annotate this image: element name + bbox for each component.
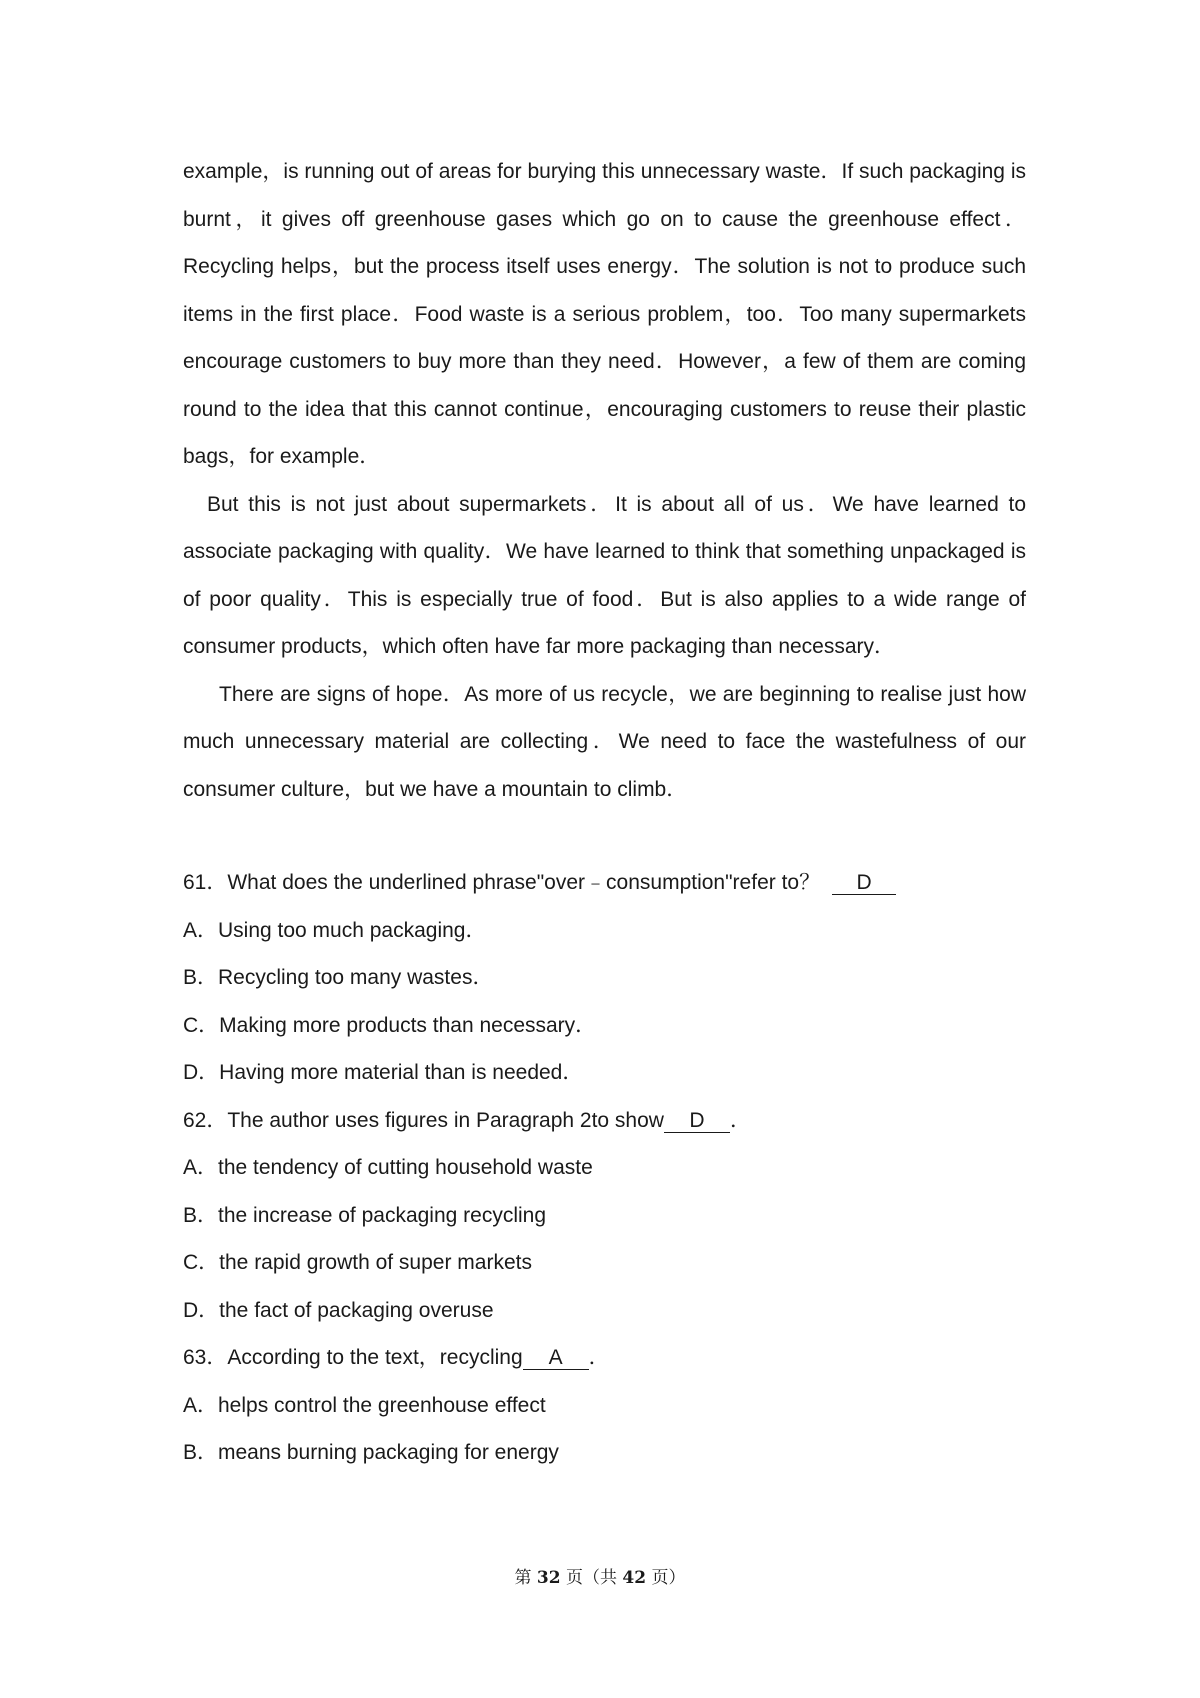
question-stem (183, 1097, 1026, 1145)
option-a: A．helps control the greenhouse effect (183, 1393, 546, 1417)
option-d: D．Having more material than is needed． (183, 1061, 584, 1084)
footer-prefix: 第 (514, 1568, 532, 1588)
question-stem-text: 62．The author uses figures in Paragraph 2to show (183, 1108, 664, 1132)
question-stem (183, 1334, 1026, 1382)
question-stem (183, 859, 1026, 907)
passage-paragraph-3: There are signs of hope．As more of us recycle，we are beginning to realise just how much unnecessary material are collecting．We need to face the wastefulness of our consumer culture，but we have a mountain to climb． (183, 682, 1026, 801)
answer-blank: D (664, 1110, 730, 1133)
question-stem-text: 63．According to the text，recycling (183, 1346, 523, 1369)
answer-blank: D (832, 872, 896, 895)
question-62 (183, 1097, 1026, 1335)
option-c: C．Making more products than necessary． (183, 1013, 597, 1037)
question-61 (183, 859, 1026, 1097)
option-b: B．Recycling too many wastes． (183, 966, 494, 989)
page-content (183, 148, 1026, 1477)
passage-paragraph-1: example，is running out of areas for burying this unnecessary waste．If such packaging is burnt，it gives off greenhouse gases which go on to cause the greenhouse effect．Recycling helps，but the process itself uses energy．The solution is not to produce such items in the first place．Food waste is a serious problem，too．Too many supermarkets encourage customers to buy more than they need．However，a few of them are coming round to the idea that this cannot continue，encouraging customers to reuse their plastic bags，for example． (183, 160, 1026, 468)
question-stem-text: 61．What does the underlined phrase"over﹣consumption"refer to？ (183, 871, 821, 894)
footer-suffix: 页） (651, 1568, 686, 1588)
option-d: D．the fact of packaging overuse (183, 1298, 494, 1322)
passage-paragraph-2: But this is not just about supermarkets．It is about all of us．We have learned to associate packaging with quality．We have learned to think that something unpackaged is of poor quality．This is especially true of food．But is also applies to a wide range of consumer products，which often have far more packaging than necessary． (183, 492, 1026, 658)
footer-middle: 页（共 (566, 1568, 617, 1588)
option-b: B．the increase of packaging recycling (183, 1203, 547, 1227)
question-stem-end: ． (588, 1346, 610, 1369)
footer-page-number: 32 (536, 1568, 561, 1588)
question-list (183, 859, 1026, 1477)
option-a: A．the tendency of cutting household waste (183, 1156, 593, 1179)
answer-blank: A (523, 1347, 589, 1370)
footer-total-pages: 42 (622, 1568, 647, 1588)
option-b: B．means burning packaging for energy (183, 1441, 559, 1464)
option-c: C．the rapid growth of super markets (183, 1251, 532, 1274)
page-footer (0, 1563, 1200, 1588)
question-63 (183, 1334, 1026, 1477)
reading-passage (183, 148, 1026, 813)
option-a: A．Using too much packaging． (183, 918, 487, 942)
question-stem-end: ． (729, 1108, 751, 1132)
